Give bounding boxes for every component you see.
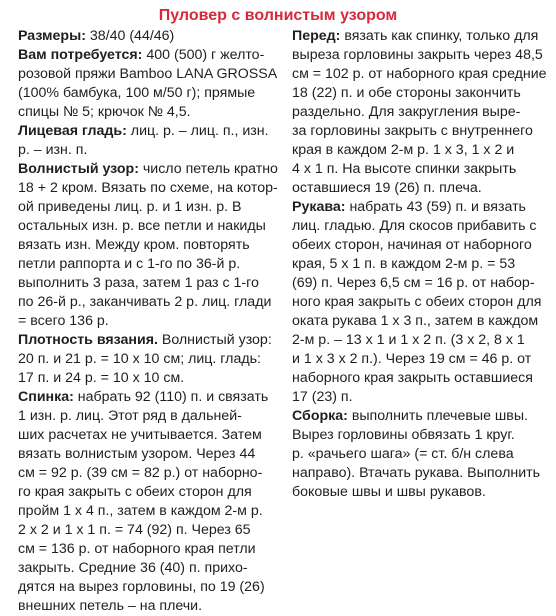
text-segment: остальных изн. р. все петли и накиды (18, 218, 266, 234)
text-line (18, 312, 276, 331)
text-segment: направо). Втачать рукава. Выполнить (292, 465, 541, 481)
text-line (18, 388, 276, 407)
text-segment: 18 + 2 кром. Вязать по схеме, на котор- (18, 180, 278, 196)
text-segment: 2 х 2 и 1 х 1 п. = 74 (92) п. Через 65 (18, 522, 251, 538)
text-segment: боковые швы и швы рукавов. (292, 484, 486, 500)
text-line (292, 103, 540, 122)
text-line (18, 369, 276, 388)
text-segment: 1 изн. р. лиц. Этот ряд в дальней- (18, 408, 242, 424)
text-segment: (69) п. Через 6,5 см = 16 р. от набор- (292, 275, 535, 291)
text-line (292, 217, 540, 236)
text-line (18, 426, 276, 445)
section-heading: Вам потребуется: (18, 47, 143, 63)
text-segment: Вырез горловины обвязать 1 круг. (292, 427, 515, 443)
text-segment: вязать волнистым узором. Через 44 (18, 446, 256, 462)
text-segment: вязать как спинку, только для (340, 28, 539, 44)
text-segment: 4 х 1 п. На высоте спинки закрыть (292, 161, 517, 177)
text-segment: оставшиеся 19 (26) п. плеча. (292, 180, 482, 196)
text-line (18, 350, 276, 369)
text-segment: внешних петель – на плечи. (18, 598, 203, 614)
text-segment: 400 (500) г желто- (142, 47, 265, 63)
text-segment: см = 92 р. (39 см = 82 р.) от наборно- (18, 465, 263, 481)
text-segment: петли раппорта и с 1-го по 36-й р. (18, 256, 241, 272)
text-line (292, 255, 540, 274)
text-line (18, 27, 276, 46)
text-line (292, 407, 540, 426)
text-line (292, 388, 540, 407)
text-segment: дятся на вырез горловины, по 19 (26) (18, 579, 265, 595)
text-segment: выполнить плечевые швы. (347, 408, 528, 424)
text-segment: см = 136 р. от наборного края петли (18, 541, 256, 557)
text-segment: набрать 92 (110) п. и связать (73, 389, 269, 405)
section-heading: Рукава: (292, 199, 346, 215)
text-line (18, 502, 276, 521)
text-line (18, 274, 276, 293)
text-segment: обеих сторон, начиная от наборного (292, 237, 532, 253)
text-line (18, 483, 276, 502)
text-segment: (100% бамбука, 100 м/50 г); прямые (18, 85, 256, 101)
text-segment: Волнистый узор: (157, 332, 272, 348)
text-segment: = всего 136 р. (18, 313, 109, 329)
text-segment: 17 п. и 24 р. = 10 х 10 см. (18, 370, 185, 386)
text-segment: 38/40 (44/46) (85, 28, 175, 44)
text-line (18, 407, 276, 426)
section-heading: Спинка: (18, 389, 74, 405)
text-line (292, 426, 540, 445)
text-line (18, 445, 276, 464)
section-heading: Волнистый узор: (18, 161, 139, 177)
text-segment: ного края закрыть с обеих сторон для (292, 294, 542, 310)
text-segment: см = 102 р. от наборного края средние (292, 66, 547, 82)
text-line (292, 236, 540, 255)
text-line (18, 160, 276, 179)
text-segment: края в каждом 2-м р. 1 х 3, 1 х 2 и (292, 142, 515, 158)
text-line (292, 84, 540, 103)
text-line (292, 122, 540, 141)
text-line (18, 179, 276, 198)
text-line (18, 46, 276, 65)
text-segment: 20 п. и 21 р. = 10 х 10 см; лиц. гладь: (18, 351, 261, 367)
text-line (292, 350, 540, 369)
text-line (292, 483, 540, 502)
text-line (18, 255, 276, 274)
text-segment: пройм 1 х 4 п., затем в каждом 2-м р. (18, 503, 263, 519)
left-column (18, 27, 276, 616)
text-line (292, 369, 540, 388)
text-line (292, 312, 540, 331)
text-line (18, 521, 276, 540)
section-heading: Перед: (292, 28, 341, 44)
text-segment: лиц. р. – лиц. п., изн. (126, 123, 269, 139)
text-line (18, 122, 276, 141)
text-segment: набрать 43 (59) п. и вязать (345, 199, 526, 215)
section-heading: Сборка: (292, 408, 348, 424)
text-line (292, 464, 540, 483)
text-segment: вязать изн. Между кром. повторять (18, 237, 250, 253)
text-line (292, 274, 540, 293)
text-line (18, 464, 276, 483)
text-segment: р. «рачьего шага» (= ст. б/н слева (292, 446, 514, 462)
text-line (292, 198, 540, 217)
text-segment: ой приведены лиц. р. и 1 изн. р. В (18, 199, 242, 215)
text-segment: ших расчетах не учитывается. Затем (18, 427, 262, 443)
text-line (18, 331, 276, 350)
text-segment: го края закрыть с обеих сторон для (18, 484, 252, 500)
text-line (292, 331, 540, 350)
text-segment: наборного края закрыть оставшиеся (292, 370, 533, 386)
text-segment: края, 5 х 1 п. в каждом 2-м р. = 53 (292, 256, 516, 272)
text-line (292, 46, 543, 65)
text-segment: лиц. гладью. Для скосов прибавить с (292, 218, 537, 234)
text-line (292, 27, 540, 46)
text-line (18, 141, 276, 160)
text-segment: раздельно. Для закругления выре- (292, 104, 521, 120)
text-line (292, 179, 540, 198)
section-heading: Лицевая гладь: (18, 123, 127, 139)
text-line (18, 578, 276, 597)
right-column (292, 27, 547, 502)
text-segment: спицы № 5; крючок № 4,5. (18, 104, 191, 120)
text-segment: число петель кратно (138, 161, 278, 177)
text-segment: выреза горловины закрыть через 48,5 (292, 47, 543, 63)
text-line (292, 65, 547, 84)
text-line (292, 141, 540, 160)
text-line (18, 65, 276, 84)
text-segment: розовой пряжи Bamboo LANA GROSSA (18, 66, 278, 82)
text-segment: и 1 х 3 х 2 п.). Через 19 см = 46 р. от (292, 351, 532, 367)
page-title: Пуловер с волнистым узором (158, 7, 398, 24)
text-line (18, 236, 276, 255)
text-line (18, 198, 276, 217)
section-heading: Плотность вязания. (18, 332, 158, 348)
section-heading: Размеры: (18, 28, 86, 44)
text-segment: выполнить 3 раза, затем 1 раз с 1-го (18, 275, 259, 291)
text-segment: по 26-й р., заканчивать 2 р. лиц. глади (18, 294, 272, 310)
text-line (292, 445, 540, 464)
text-line (292, 160, 540, 179)
text-segment: 17 (23) п. (292, 389, 353, 405)
text-segment: р. – изн. п. (18, 142, 88, 158)
text-line (292, 293, 540, 312)
text-line (18, 540, 276, 559)
text-line (18, 103, 276, 122)
text-line (18, 217, 276, 236)
text-line (18, 84, 276, 103)
text-segment: оката рукава 1 х 3 п., затем в каждом (292, 313, 539, 329)
text-segment: 18 (22) п. и обе стороны закончить (292, 85, 521, 101)
text-line (18, 559, 276, 578)
text-line (18, 293, 276, 312)
text-segment: закрыть. Средние 36 (40) п. прихо- (18, 560, 248, 576)
text-segment: 2-м р. – 13 х 1 и 1 х 2 п. (3 х 2, 8 х 1 (292, 332, 525, 348)
text-segment: за горловины закрыть с внутреннего (292, 123, 533, 139)
